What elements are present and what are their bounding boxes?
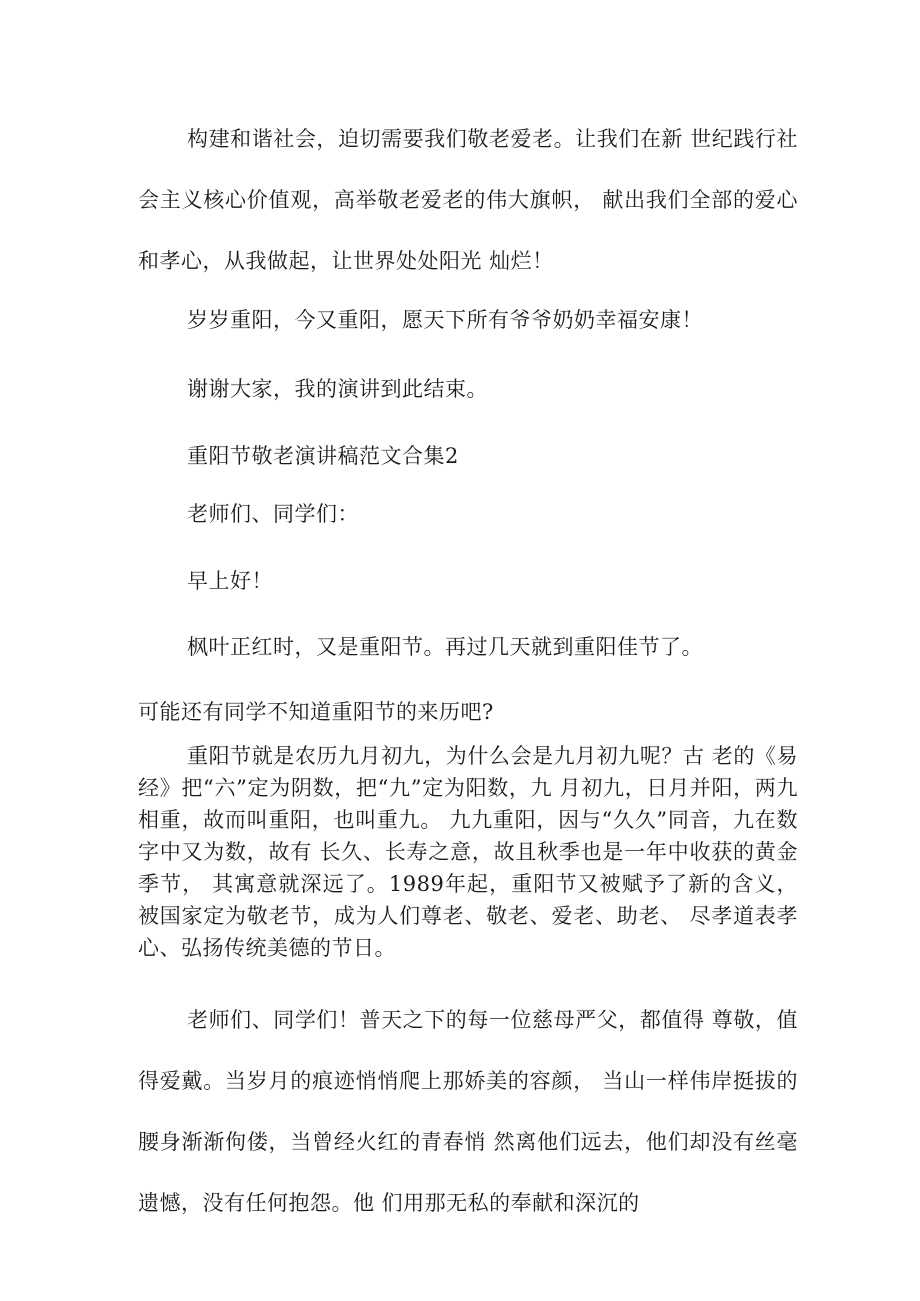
paragraph-closing-call: 构建和谐社会，迫切需要我们敬老爱老。让我们在新 世纪践行社会主义核心价值观，高举敬老爱老的伟大旗帜， 献出我们全部的爱心和孝心，从我做起，让世界处处阳光 灿烂！ — [138, 127, 798, 273]
paragraph-blessing: 岁岁重阳，今又重阳，愿天下所有爷爷奶奶幸福安康！ — [187, 308, 703, 332]
greeting: 早上好！ — [187, 569, 273, 593]
paragraph-festival-origin: 重阳节就是农历九月初九，为什么会是九月初九呢？古 老的《易经》把“六”定为阴数，把“九”定为阳数，九 月初九，日月并阳，两九相重，故而叫重阳，也叫重九。 九九重阳，因与“久久”同音，九在数字中又为数，故有 长久、长寿之意，故且秋季也是一年中收获的黄金季节， 其寓意就深远了。1989年起，重阳节又被赋予了新的含义， 被国家定为敬老节，成为人们尊老、敬老、爱老、助老、 尽孝道表孝心、弘扬传统美德的节日。 — [138, 744, 798, 960]
paragraph-origin-question: 可能还有同学不知道重阳节的来历吧? — [138, 700, 494, 724]
paragraph-maple-leaves: 枫叶正红时，又是重阳节。再过几天就到重阳佳节了。 — [187, 635, 703, 659]
salutation: 老师们、同学们： — [187, 502, 359, 526]
paragraph-thanks: 谢谢大家，我的演讲到此结束。 — [187, 377, 488, 401]
section-title: 重阳节敬老演讲稿范文合集2 — [187, 444, 459, 468]
paragraph-respect-parents: 老师们、同学们！普天之下的每一位慈母严父，都值得 尊敬，值得爱戴。当岁月的痕迹悄悄爬上那娇美的容颜， 当山一样伟岸挺拔的腰身渐渐佝偻，当曾经火红的青春悄 然离他们远去，他们却没有丝毫遗憾，没有任何抱怨。他 们用那无私的奉献和深沉的 — [138, 1008, 798, 1215]
